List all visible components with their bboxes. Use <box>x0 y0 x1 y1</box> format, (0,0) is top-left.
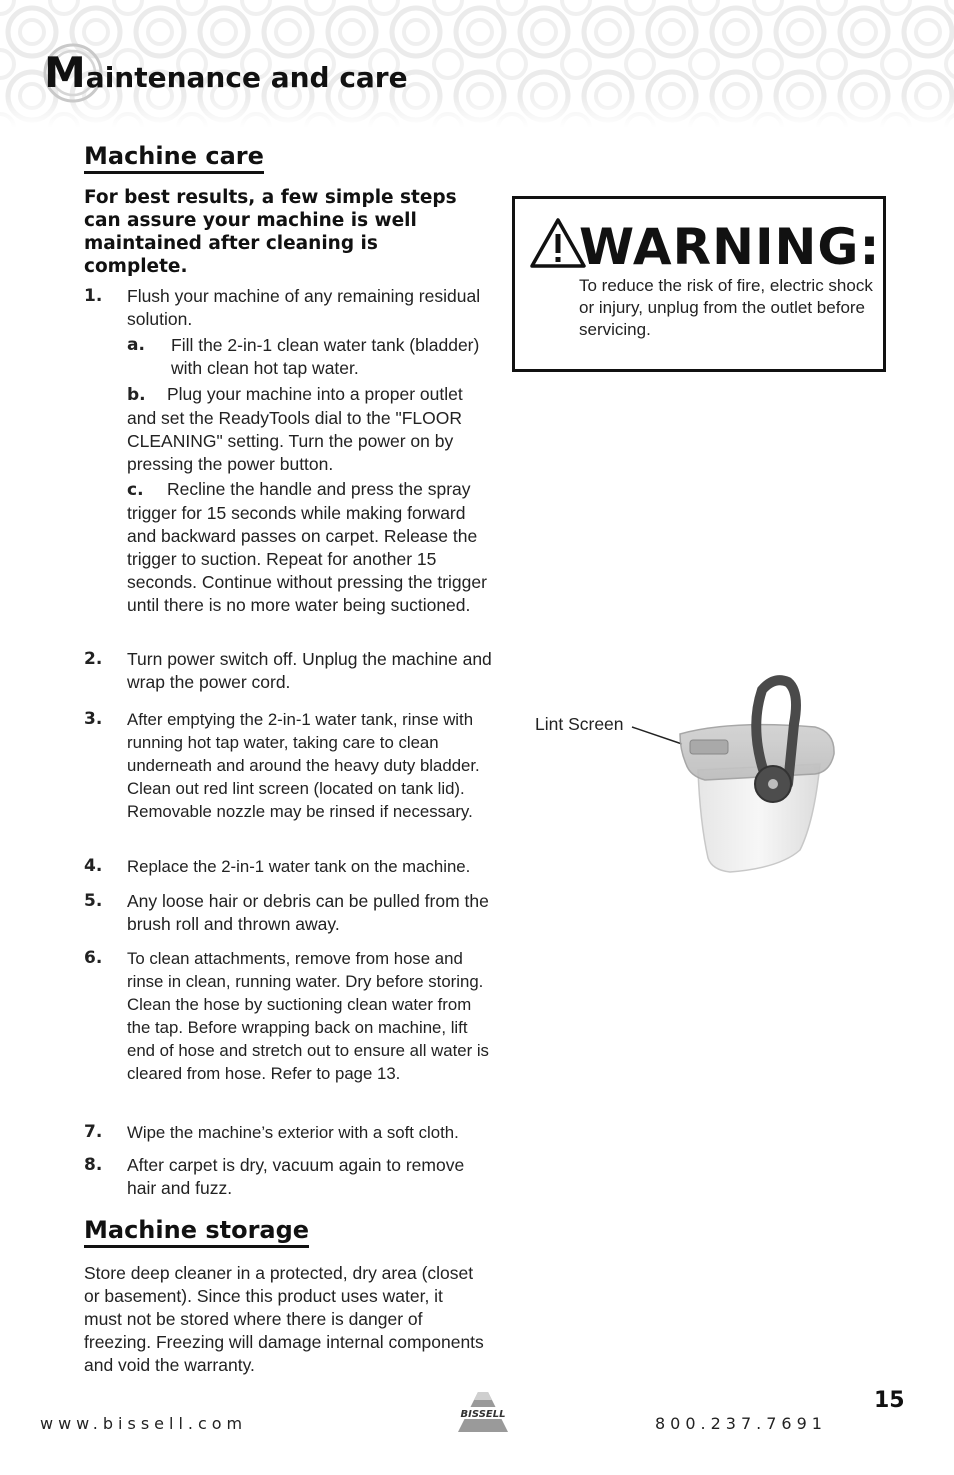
machine-storage-body: Store deep cleaner in a protected, dry area (closet or basement). Since this product uses water, it must not be stored where there is danger of freezing. Freezing will damage internal components and void the warranty. <box>84 1263 484 1375</box>
step-text: Any loose hair or debris can be pulled from the brush roll and thrown away. <box>127 891 489 934</box>
machine-care-heading: Machine care <box>84 142 264 174</box>
step-number: 8. <box>84 1155 103 1175</box>
step-text: Turn power switch off. Unplug the machine and wrap the power cord. <box>127 649 492 692</box>
substep-letter: b. <box>127 385 146 405</box>
step-text: After carpet is dry, vacuum again to remove hair and fuzz. <box>127 1155 465 1198</box>
footer-url: www.bissell.com <box>40 1414 248 1433</box>
step-text: Flush your machine of any remaining residual solution. <box>127 286 481 329</box>
page-title-rest: aintenance and care <box>85 61 408 94</box>
step-text: After emptying the 2-in-1 water tank, rinse with running hot tap water, taking care to clean underneath and around the heavy duty bladder. Clean out red lint screen (located on tank lid). Removable nozzle may be rinsed if necessary. <box>127 710 480 821</box>
step-text: Wipe the machine’s exterior with a soft cloth. <box>127 1123 459 1142</box>
page-title <box>44 48 408 97</box>
machine-storage-heading: Machine storage <box>84 1216 309 1248</box>
substep-text: Plug your machine into a proper outlet and set the ReadyTools dial to the "FLOOR CLEANING" setting. Turn the power on by pressing the power button. <box>127 384 463 474</box>
substep-letter: a. <box>127 335 145 355</box>
substep-text: Fill the 2-in-1 clean water tank (bladder) with clean hot tap water. <box>171 335 480 378</box>
water-tank-illustration <box>530 672 860 882</box>
machine-care-intro: For best results, a few simple steps can assure your machine is well maintained after cleaning is complete. <box>84 187 457 277</box>
page-number: 15 <box>874 1388 905 1413</box>
substep-c <box>127 478 493 617</box>
leader-line <box>632 727 682 744</box>
step-number: 2. <box>84 649 103 669</box>
substep-a <box>127 334 493 380</box>
page-title-initial: M <box>44 48 86 97</box>
bissell-logo-icon <box>452 1390 514 1434</box>
step-number: 3. <box>84 709 103 729</box>
step-text: To clean attachments, remove from hose and rinse in clean, running water. Dry before storing. Clean the hose by suctioning clean water from the tap. Before wrapping back on machine, lift end of hose and stretch out to ensure all water is cleared from hose. Refer to page 13. <box>127 949 489 1083</box>
svg-text:BISSELL: BISSELL <box>460 1409 506 1420</box>
step-text: Replace the 2-in-1 water tank on the machine. <box>127 857 471 876</box>
step-number: 7. <box>84 1122 103 1142</box>
step-number: 6. <box>84 948 103 968</box>
lint-screen-label: Lint Screen <box>535 714 624 734</box>
step-number: 1. <box>84 286 103 306</box>
footer-phone: 800.237.7691 <box>655 1414 827 1433</box>
warning-box <box>512 196 886 372</box>
warning-text: To reduce the risk of fire, electric shock or injury, unplug from the outlet before servicing. <box>579 276 873 339</box>
step-number: 5. <box>84 891 103 911</box>
substep-b <box>127 383 493 476</box>
step-number: 4. <box>84 856 103 876</box>
warning-title: WARNING: <box>579 218 881 276</box>
substep-letter: c. <box>127 480 144 500</box>
lint-screen <box>690 740 728 754</box>
substep-text: Recline the handle and press the spray trigger for 15 seconds while making forward and backward passes on carpet. Release the trigger to suction. Repeat for another 15 seconds. Continue without pressing the trigger until there is no more water being suctioned. <box>127 479 487 615</box>
